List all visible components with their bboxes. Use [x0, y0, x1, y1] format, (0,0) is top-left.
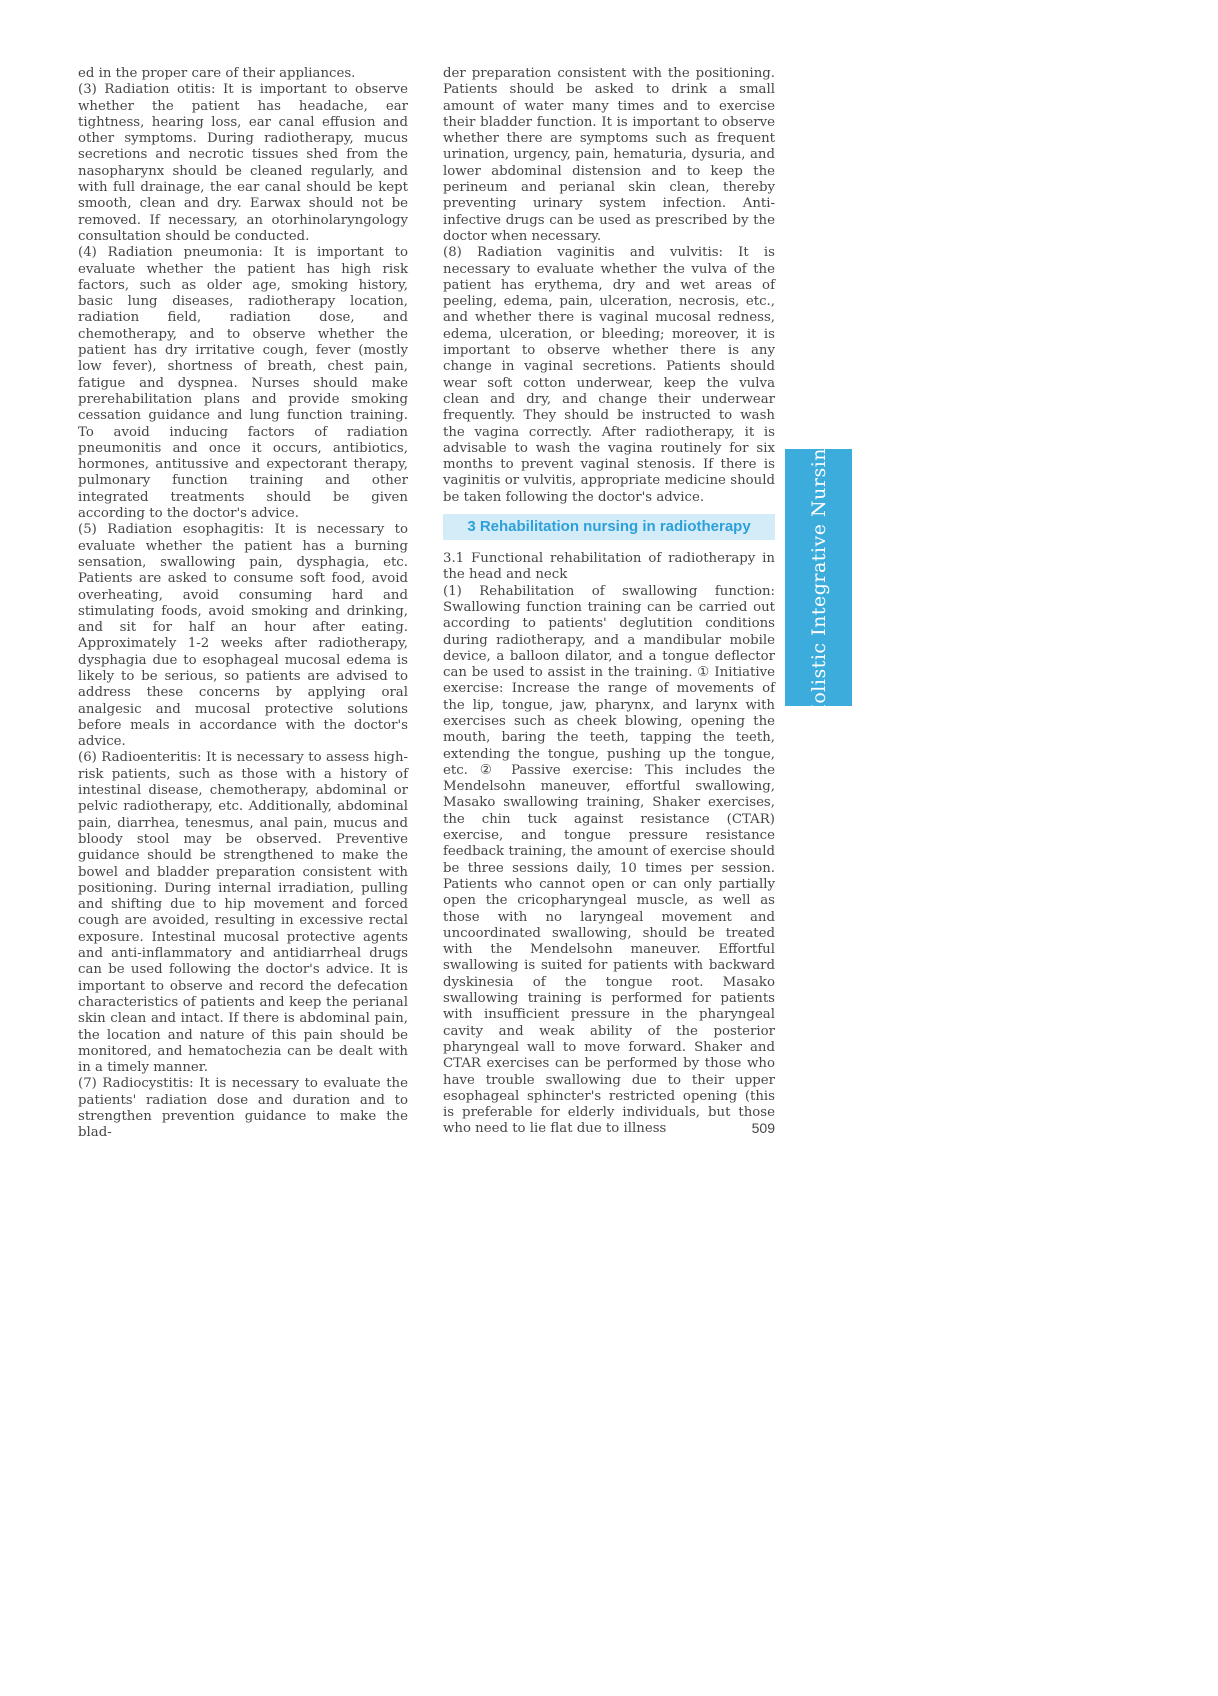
- paragraph-radiation-esophagitis: (5) Radiation esophagitis: It is necessary to evaluate whether the patient has a burning sensation, swallowing pain, dysphagia, etc. Patients are asked to consume soft food, avoid overheating, avoid consuming hard and stimulating foods, avoid smoking and drinking, and sit for half an hour after eating. Approximately 1-2 weeks after radiotherapy, dysphagia due to esophageal mucosal edema is likely to be serious, so patients are advised to address these concerns by applying oral analgesic and mucosal protective solutions before meals in accordance with the doctor's advice.: [78, 522, 408, 750]
- chapter-thumb-tab-label: Holistic Integrative Nursing: [807, 434, 830, 721]
- left-text-column: [78, 66, 408, 1142]
- paragraph-swallowing-function: (1) Rehabilitation of swallowing function: Swallowing function training can be carried out according to patients' deglutition conditions during radiotherapy, and a mandibular mobile device, a balloon dilator, and a tongue deflector can be used to assist in the training. ① Initiative exercise: Increase the range of movements of the lip, tongue, jaw, pharynx, and larynx with exercises such as cheek blowing, opening the mouth, baring the teeth, tapping the teeth, extending the tongue, pushing up the tongue, etc. ② Passive exercise: This includes the Mendelsohn maneuver, effortful swallowing, Masako swallowing training, Shaker exercises, the chin tuck against resistance (CTAR) exercise, and tongue pressure resistance feedback training, the amount of exercise should be three sessions daily, 10 times per session. Patients who cannot open or can only partially open the cricopharyngeal muscle, as well as those with no laryngeal movement and uncoordinated swallowing, should be treated with the Mendelsohn maneuver. Effortful swallowing is suited for patients with backward dyskinesia of the tongue root. Masako swallowing training is performed for patients with insufficient pressure in the pharyngeal cavity and weak ability of the posterior pharyngeal wall to move forward. Shaker and CTAR exercises can be performed by those who have trouble swallowing due to their upper esophageal sphincter's restricted opening (this is preferable for elderly individuals, but those who need to lie flat due to illness: [443, 583, 775, 1137]
- paragraph-radiocystitis: (7) Radiocystitis: It is necessary to evaluate the patients' radiation dose and duration and to strengthen prevention guidance to make the blad-: [78, 1076, 408, 1141]
- paragraph-bladder-preparation: der preparation consistent with the positioning. Patients should be asked to drink a small amount of water many times and to exercise their bladder function. It is important to observe whether there are symptoms such as frequent urination, urgency, pain, hematuria, dysuria, and lower abdominal distension and to keep the perineum and perianal skin clean, thereby preventing urinary system infection. Anti-infective drugs can be used as prescribed by the doctor when necessary.: [443, 66, 775, 244]
- page-number: 509: [751, 1120, 775, 1136]
- right-text-column: [443, 66, 775, 1138]
- paragraph-appliances-continuation: ed in the proper care of their appliances.: [78, 66, 356, 81]
- paragraph-radiation-otitis: (3) Radiation otitis: It is important to observe whether the patient has headache, ear tightness, hearing loss, ear canal effusion and other symptoms. During radiotherapy, mucus secretions and necrotic tissues shed from the nasopharynx should be cleaned regularly, and with full drainage, the ear canal should be kept smooth, clean and dry. Earwax should not be removed. If necessary, an otorhinolaryngology consultation should be conducted.: [78, 82, 408, 244]
- paragraph-radioenteritis: (6) Radioenteritis: It is necessary to assess high-risk patients, such as those with a history of intestinal disease, chemotherapy, abdominal or pelvic radiotherapy, etc. Additionally, abdominal pain, diarrhea, tenesmus, anal pain, mucus and bloody stool may be observed. Preventive guidance should be strengthened to make the bowel and bladder preparation consistent with positioning. During internal irradiation, pulling and shifting due to hip movement and forced cough are avoided, resulting in excessive rectal exposure. Intestinal mucosal protective agents and anti-inflammatory and antidiarrheal drugs can be used following the doctor's advice. It is important to observe and record the defecation characteristics of patients and keep the perianal skin clean and intact. If there is abdominal pain, the location and nature of this pain should be monitored, and hematochezia can be dealt with in a timely manner.: [78, 750, 408, 1076]
- section-heading-rehabilitation-nursing: 3 Rehabilitation nursing in radiotherapy: [443, 514, 775, 540]
- paragraph-radiation-pneumonia: (4) Radiation pneumonia: It is important to evaluate whether the patient has high risk factors, such as older age, smoking history, basic lung diseases, radiotherapy location, radiation field, radiation dose, and chemotherapy, and to observe whether the patient has dry irritative cough, fever (mostly low fever), shortness of breath, chest pain, fatigue and dyspnea. Nurses should make prerehabilitation plans and provide smoking cessation guidance and lung function training. To avoid inducing factors of radiation pneumonitis and once it occurs, antibiotics, hormones, antitussive and expectorant therapy, pulmonary function training and other integrated treatments should be given according to the doctor's advice.: [78, 245, 408, 522]
- subsection-heading-head-and-neck: 3.1 Functional rehabilitation of radiotherapy in the head and neck: [443, 551, 775, 583]
- chapter-thumb-tab: [785, 434, 852, 721]
- paragraph-radiation-vaginitis: (8) Radiation vaginitis and vulvitis: It is necessary to evaluate whether the vulva of the patient has erythema, dry and wet areas of peeling, edema, pain, ulceration, necrosis, etc., and whether there is vaginal mucosal redness, edema, ulceration, or bleeding; moreover, it is important to observe whether there is any change in vaginal secretions. Patients should wear soft cotton underwear, keep the vulva clean and dry, and change their underwear frequently. They should be instructed to wash the vagina correctly. After radiotherapy, it is advisable to wash the vagina routinely for six months to prevent vaginal stenosis. If there is vaginitis or vulvitis, appropriate medicine should be taken following the doctor's advice.: [443, 245, 775, 505]
